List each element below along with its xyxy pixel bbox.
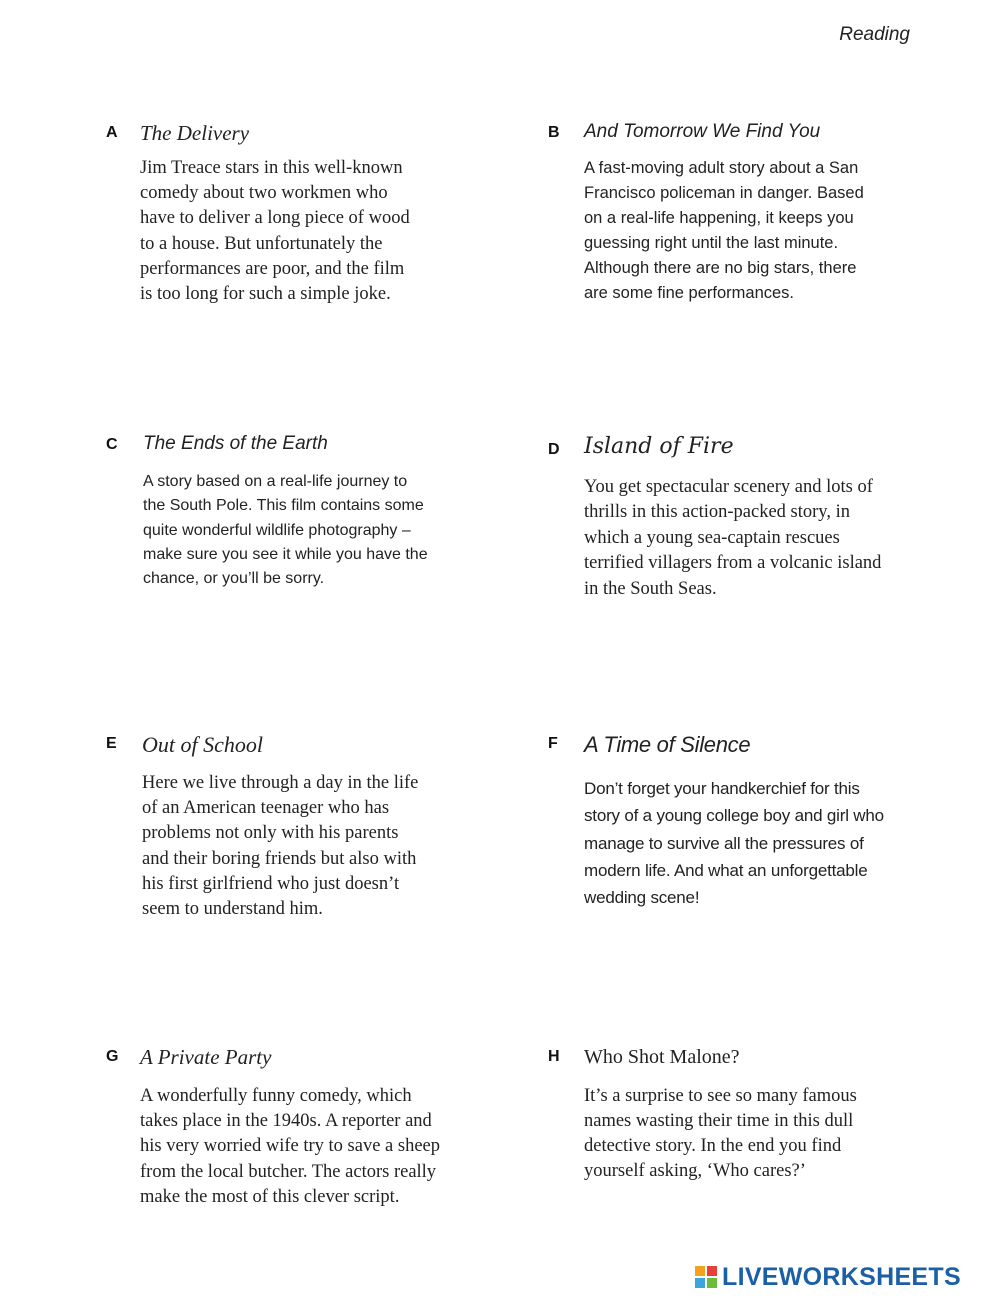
review-text: A fast-moving adult story about a San Francisco policeman in danger. Based on a real-life happening, it keeps you guessing right until the last minute. Although there are no big stars, there are some fine performances. — [584, 159, 864, 302]
review-text: It’s a surprise to see so many famous names wasting their time in this dull detective story. In the end you find yourself asking, ‘Who cares?’ — [584, 1086, 857, 1181]
review-letter: F — [548, 735, 558, 752]
review-title: A Private Party — [140, 1045, 272, 1069]
review-title: Island of Fire — [584, 434, 734, 459]
review-title: Out of School — [142, 732, 263, 757]
brand-name: LIVEWORKSHEETS — [722, 1262, 961, 1291]
review-letter: E — [106, 735, 117, 752]
review-letter: C — [106, 436, 118, 453]
review-title: The Delivery — [140, 121, 250, 145]
review-text: A wonderfully funny comedy, which takes place in the 1940s. A reporter and his very worried wife try to save a sheep from the local butcher. The actors really make the most of this clever script. — [140, 1086, 441, 1207]
review-letter: G — [106, 1048, 119, 1065]
review-text: Don’t forget your handkerchief for this story of a young college boy and girl who manage to survive all the pressures of modern life. And what an unforgettable wedding scene! — [584, 779, 884, 908]
review-letter: A — [106, 124, 118, 141]
review-title: A Time of Silence — [584, 732, 751, 757]
section-label: Reading — [839, 24, 910, 45]
review-text: Here we live through a day in the life of an American teenager who has problems not only with his parents and their boring friends but also with his first girlfriend who just doesn’t seem to understand him. — [142, 773, 419, 920]
review-title: And Tomorrow We Find You — [584, 121, 821, 142]
review-letter: B — [548, 124, 560, 141]
review-text: You get spectacular scenery and lots of thrills in this action-packed story, in which a young sea-captain rescues terrified villagers from a volcanic island in the South Seas. — [584, 477, 882, 599]
liveworksheets-logo-icon — [694, 1265, 718, 1289]
review-text: Jim Treace stars in this well-known comedy about two workmen who have to deliver a long piece of wood to a house. But unfortunately the performances are poor, and the film is too long for such a simple joke. — [140, 158, 410, 305]
liveworksheets-brand[interactable] — [694, 1262, 961, 1292]
review-letter: H — [548, 1048, 560, 1065]
review-letter: D — [548, 441, 560, 458]
review-title: Who Shot Malone? — [584, 1046, 740, 1068]
review-title: The Ends of the Earth — [143, 433, 328, 454]
review-text: A story based on a real-life journey to the South Pole. This film contains some quite wonderful wildlife photography – make sure you see it while you have the chance, or you’ll be sorry. — [143, 473, 428, 588]
